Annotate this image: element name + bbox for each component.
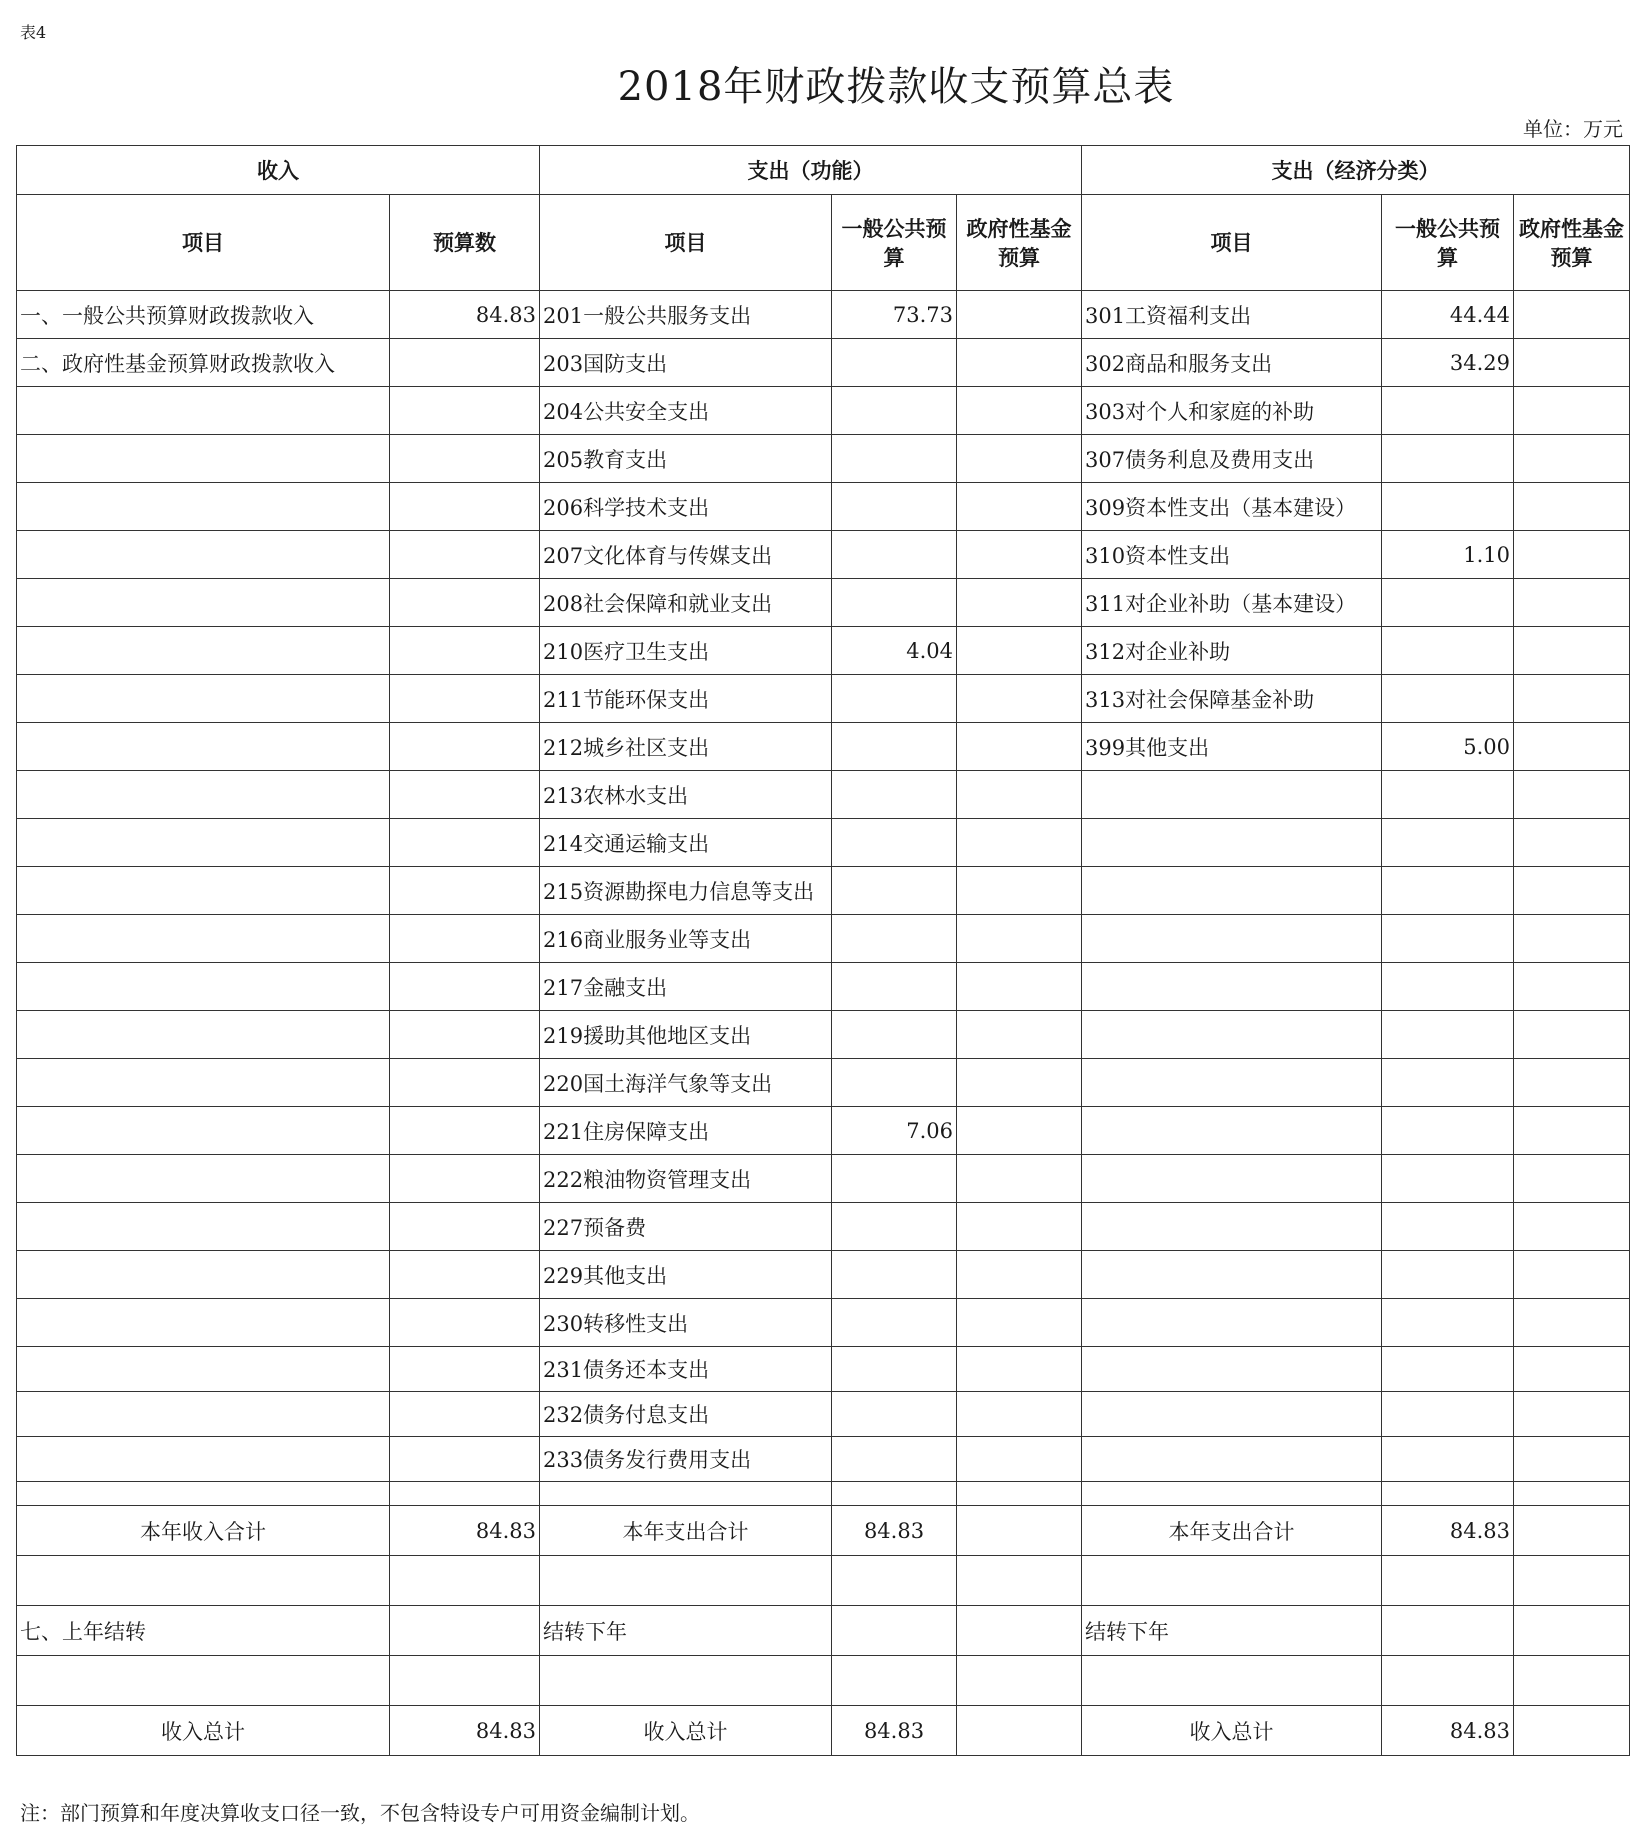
table-row [17, 1203, 1630, 1251]
func-item-cell: 215资源勘探电力信息等支出 [540, 867, 832, 915]
econ-general-cell [1382, 1155, 1514, 1203]
income-value-cell [390, 579, 540, 627]
income-value-cell [390, 819, 540, 867]
econ-fund-cell [1514, 339, 1630, 387]
empty-cell [957, 1556, 1082, 1606]
econ-item-cell [1082, 1392, 1382, 1437]
func-general-cell: 73.73 [832, 291, 957, 339]
econ-item-cell [1082, 1059, 1382, 1107]
page-title: 2018年财政拨款收支预算总表 [617, 64, 1175, 110]
func-general-cell [832, 771, 957, 819]
table-row [17, 963, 1630, 1011]
income-year-total-value: 84.83 [390, 1506, 540, 1556]
year-total-row [17, 1506, 1630, 1556]
empty-row [17, 1656, 1630, 1706]
func-item-cell: 220国土海洋气象等支出 [540, 1059, 832, 1107]
budget-summary-table [16, 145, 1630, 1756]
econ-fund-cell [1514, 915, 1630, 963]
econ-general-cell [1382, 1392, 1514, 1437]
income-value-cell [390, 1203, 540, 1251]
func-item-cell: 205教育支出 [540, 435, 832, 483]
econ-item-cell [1082, 819, 1382, 867]
table-row [17, 675, 1630, 723]
econ-item-cell [1082, 1251, 1382, 1299]
func-grand-total-value: 84.83 [832, 1706, 957, 1756]
income-item-cell [17, 483, 390, 531]
income-grand-total-value: 84.83 [390, 1706, 540, 1756]
header-row-columns [17, 195, 1630, 291]
func-fund-cell [957, 1107, 1082, 1155]
spacer-cell [1514, 1482, 1630, 1506]
income-item-cell [17, 531, 390, 579]
empty-row [17, 1556, 1630, 1606]
func-general-cell [832, 867, 957, 915]
income-value-cell [390, 1251, 540, 1299]
income-value-cell [390, 675, 540, 723]
income-item-cell [17, 867, 390, 915]
grand-total-row [17, 1706, 1630, 1756]
func-fund-cell [957, 531, 1082, 579]
table-row [17, 435, 1630, 483]
income-item-cell [17, 675, 390, 723]
empty-cell [1514, 1556, 1630, 1606]
func-item-cell: 210医疗卫生支出 [540, 627, 832, 675]
econ-general-cell: 5.00 [1382, 723, 1514, 771]
func-fund-cell [957, 1251, 1082, 1299]
func-fund-cell [957, 1437, 1082, 1482]
func-fund-cell [957, 483, 1082, 531]
econ-item-cell: 309资本性支出（基本建设） [1082, 483, 1382, 531]
econ-year-total-fund [1514, 1506, 1630, 1556]
func-fund-cell [957, 963, 1082, 1011]
func-item-cell: 201一般公共服务支出 [540, 291, 832, 339]
func-item-cell: 233债务发行费用支出 [540, 1437, 832, 1482]
table-row [17, 579, 1630, 627]
econ-item-cell [1082, 1155, 1382, 1203]
econ-year-total-label: 本年支出合计 [1082, 1506, 1382, 1556]
func-item-cell: 211节能环保支出 [540, 675, 832, 723]
econ-item-cell: 399其他支出 [1082, 723, 1382, 771]
econ-item-cell: 301工资福利支出 [1082, 291, 1382, 339]
econ-item-cell [1082, 1299, 1382, 1347]
spacer-cell [1382, 1482, 1514, 1506]
table-row [17, 1347, 1630, 1392]
table-row [17, 771, 1630, 819]
econ-item-cell [1082, 963, 1382, 1011]
spacer-cell [832, 1482, 957, 1506]
econ-general-cell [1382, 627, 1514, 675]
func-general-cell [832, 1299, 957, 1347]
table-row [17, 1011, 1630, 1059]
spacer-cell [390, 1482, 540, 1506]
income-value-cell [390, 1437, 540, 1482]
econ-item-cell [1082, 1437, 1382, 1482]
spacer-cell [957, 1482, 1082, 1506]
func-year-total-value: 84.83 [832, 1506, 957, 1556]
func-item-cell: 203国防支出 [540, 339, 832, 387]
func-fund-cell [957, 579, 1082, 627]
table-row [17, 1437, 1630, 1482]
econ-fund-cell [1514, 1059, 1630, 1107]
econ-item-cell [1082, 1107, 1382, 1155]
empty-cell [1382, 1556, 1514, 1606]
econ-general-cell [1382, 1437, 1514, 1482]
income-item-cell [17, 819, 390, 867]
income-value-cell [390, 771, 540, 819]
income-item-cell [17, 1203, 390, 1251]
header-income: 收入 [17, 146, 540, 195]
econ-fund-cell [1514, 1251, 1630, 1299]
func-general-cell [832, 579, 957, 627]
income-item-cell [17, 387, 390, 435]
econ-general-cell [1382, 867, 1514, 915]
income-value-cell [390, 723, 540, 771]
func-item-cell: 227预备费 [540, 1203, 832, 1251]
econ-carry-general [1382, 1606, 1514, 1656]
income-value-cell [390, 1392, 540, 1437]
econ-general-cell [1382, 963, 1514, 1011]
func-general-cell: 4.04 [832, 627, 957, 675]
func-general-cell [832, 1155, 957, 1203]
empty-cell [17, 1556, 390, 1606]
func-item-cell: 212城乡社区支出 [540, 723, 832, 771]
func-general-cell [832, 963, 957, 1011]
func-carry-label: 结转下年 [540, 1606, 832, 1656]
econ-item-cell [1082, 915, 1382, 963]
income-value-cell [390, 1059, 540, 1107]
econ-fund-cell [1514, 1107, 1630, 1155]
func-fund-cell [957, 1155, 1082, 1203]
header-func-general: 一般公共预算 [832, 195, 957, 291]
func-fund-cell [957, 339, 1082, 387]
econ-fund-cell [1514, 1203, 1630, 1251]
income-item-cell [17, 915, 390, 963]
econ-item-cell: 313对社会保障基金补助 [1082, 675, 1382, 723]
econ-fund-cell [1514, 819, 1630, 867]
func-item-cell: 221住房保障支出 [540, 1107, 832, 1155]
table-row [17, 819, 1630, 867]
econ-fund-cell [1514, 1011, 1630, 1059]
func-carry-fund [957, 1606, 1082, 1656]
func-fund-cell [957, 1347, 1082, 1392]
empty-cell [540, 1656, 832, 1706]
econ-fund-cell [1514, 723, 1630, 771]
econ-item-cell: 302商品和服务支出 [1082, 339, 1382, 387]
econ-fund-cell [1514, 387, 1630, 435]
econ-general-cell [1382, 483, 1514, 531]
empty-cell [390, 1556, 540, 1606]
header-func-item: 项目 [540, 195, 832, 291]
table-row [17, 1251, 1630, 1299]
func-item-cell: 214交通运输支出 [540, 819, 832, 867]
empty-cell [1082, 1556, 1382, 1606]
header-econ-fund: 政府性基金预算 [1514, 195, 1630, 291]
header-row-groups [17, 146, 1630, 195]
func-fund-cell [957, 435, 1082, 483]
func-fund-cell [957, 723, 1082, 771]
header-expense-economic: 支出（经济分类） [1082, 146, 1630, 195]
income-value-cell [390, 387, 540, 435]
func-item-cell: 207文化体育与传媒支出 [540, 531, 832, 579]
income-value-cell [390, 627, 540, 675]
econ-general-cell [1382, 435, 1514, 483]
func-general-cell [832, 915, 957, 963]
income-value-cell [390, 1299, 540, 1347]
empty-cell [1082, 1656, 1382, 1706]
func-fund-cell [957, 1203, 1082, 1251]
econ-grand-total-fund [1514, 1706, 1630, 1756]
func-item-cell: 229其他支出 [540, 1251, 832, 1299]
econ-fund-cell [1514, 867, 1630, 915]
table-number-label: 表4 [20, 23, 47, 42]
income-item-cell [17, 1392, 390, 1437]
econ-fund-cell [1514, 291, 1630, 339]
spacer-cell [17, 1482, 390, 1506]
func-item-cell: 208社会保障和就业支出 [540, 579, 832, 627]
func-item-cell: 216商业服务业等支出 [540, 915, 832, 963]
func-general-cell [832, 531, 957, 579]
econ-general-cell [1382, 1203, 1514, 1251]
income-item-cell [17, 1299, 390, 1347]
econ-fund-cell [1514, 579, 1630, 627]
income-item-cell [17, 1347, 390, 1392]
func-fund-cell [957, 867, 1082, 915]
econ-fund-cell [1514, 1155, 1630, 1203]
econ-fund-cell [1514, 435, 1630, 483]
empty-cell [390, 1656, 540, 1706]
table-row [17, 483, 1630, 531]
func-general-cell [832, 1437, 957, 1482]
func-general-cell [832, 1251, 957, 1299]
income-item-cell [17, 1155, 390, 1203]
func-year-total-fund [957, 1506, 1082, 1556]
econ-fund-cell [1514, 1299, 1630, 1347]
func-general-cell [832, 435, 957, 483]
income-year-total-label: 本年收入合计 [17, 1506, 390, 1556]
func-item-cell: 213农林水支出 [540, 771, 832, 819]
income-grand-total-label: 收入总计 [17, 1706, 390, 1756]
empty-cell [832, 1656, 957, 1706]
income-value-cell: 84.83 [390, 291, 540, 339]
table-row [17, 387, 1630, 435]
income-carry-value [390, 1606, 540, 1656]
income-value-cell [390, 1107, 540, 1155]
econ-item-cell [1082, 1203, 1382, 1251]
income-item-cell [17, 723, 390, 771]
header-income-item: 项目 [17, 195, 390, 291]
empty-cell [957, 1656, 1082, 1706]
econ-fund-cell [1514, 1437, 1630, 1482]
econ-general-cell [1382, 387, 1514, 435]
func-general-cell [832, 1059, 957, 1107]
func-grand-total-label: 收入总计 [540, 1706, 832, 1756]
econ-item-cell: 312对企业补助 [1082, 627, 1382, 675]
income-item-cell [17, 1107, 390, 1155]
header-econ-general: 一般公共预算 [1382, 195, 1514, 291]
econ-general-cell [1382, 1059, 1514, 1107]
econ-fund-cell [1514, 963, 1630, 1011]
econ-general-cell [1382, 1107, 1514, 1155]
econ-general-cell [1382, 819, 1514, 867]
income-value-cell [390, 435, 540, 483]
table-row [17, 867, 1630, 915]
income-value-cell [390, 867, 540, 915]
income-item-cell [17, 963, 390, 1011]
econ-general-cell [1382, 675, 1514, 723]
income-item-cell [17, 1059, 390, 1107]
table-row [17, 1392, 1630, 1437]
carry-over-row [17, 1606, 1630, 1656]
func-item-cell: 222粮油物资管理支出 [540, 1155, 832, 1203]
func-item-cell: 231债务还本支出 [540, 1347, 832, 1392]
func-fund-cell [957, 819, 1082, 867]
table-row [17, 723, 1630, 771]
func-general-cell [832, 1347, 957, 1392]
income-item-cell [17, 1251, 390, 1299]
func-year-total-label: 本年支出合计 [540, 1506, 832, 1556]
header-econ-item: 项目 [1082, 195, 1382, 291]
income-value-cell [390, 1347, 540, 1392]
econ-general-cell [1382, 1347, 1514, 1392]
econ-general-cell [1382, 771, 1514, 819]
table-row [17, 1059, 1630, 1107]
income-item-cell [17, 771, 390, 819]
econ-item-cell [1082, 1011, 1382, 1059]
spacer-row [17, 1482, 1630, 1506]
econ-item-cell [1082, 867, 1382, 915]
income-value-cell [390, 339, 540, 387]
empty-cell [832, 1556, 957, 1606]
econ-fund-cell [1514, 483, 1630, 531]
econ-carry-label: 结转下年 [1082, 1606, 1382, 1656]
econ-general-cell: 44.44 [1382, 291, 1514, 339]
func-item-cell: 217金融支出 [540, 963, 832, 1011]
income-item-cell [17, 1011, 390, 1059]
econ-fund-cell [1514, 531, 1630, 579]
func-fund-cell [957, 675, 1082, 723]
econ-item-cell: 310资本性支出 [1082, 531, 1382, 579]
func-fund-cell [957, 915, 1082, 963]
econ-general-cell [1382, 579, 1514, 627]
econ-general-cell [1382, 1251, 1514, 1299]
econ-item-cell [1082, 1347, 1382, 1392]
func-fund-cell [957, 771, 1082, 819]
spacer-cell [540, 1482, 832, 1506]
econ-item-cell: 311对企业补助（基本建设） [1082, 579, 1382, 627]
func-general-cell [832, 1392, 957, 1437]
empty-cell [1514, 1656, 1630, 1706]
func-general-cell [832, 723, 957, 771]
func-carry-general [832, 1606, 957, 1656]
econ-general-cell: 34.29 [1382, 339, 1514, 387]
table-row [17, 627, 1630, 675]
footnote: 注：部门预算和年度决算收支口径一致，不包含特设专户可用资金编制计划。 [20, 1801, 700, 1825]
func-general-cell [832, 483, 957, 531]
func-fund-cell [957, 291, 1082, 339]
func-general-cell [832, 1203, 957, 1251]
header-expense-function: 支出（功能） [540, 146, 1082, 195]
econ-general-cell: 1.10 [1382, 531, 1514, 579]
table-row [17, 291, 1630, 339]
econ-fund-cell [1514, 1392, 1630, 1437]
table-row [17, 339, 1630, 387]
econ-general-cell [1382, 1299, 1514, 1347]
func-fund-cell [957, 1392, 1082, 1437]
func-general-cell: 7.06 [832, 1107, 957, 1155]
income-value-cell [390, 483, 540, 531]
func-item-cell: 230转移性支出 [540, 1299, 832, 1347]
income-item-cell: 一、一般公共预算财政拨款收入 [17, 291, 390, 339]
func-fund-cell [957, 1299, 1082, 1347]
func-item-cell: 219援助其他地区支出 [540, 1011, 832, 1059]
header-func-fund: 政府性基金预算 [957, 195, 1082, 291]
func-fund-cell [957, 627, 1082, 675]
income-value-cell [390, 1155, 540, 1203]
table-row [17, 531, 1630, 579]
table-row [17, 1155, 1630, 1203]
econ-general-cell [1382, 915, 1514, 963]
empty-cell [1382, 1656, 1514, 1706]
income-item-cell [17, 579, 390, 627]
unit-label: 单位：万元 [1523, 117, 1623, 141]
func-general-cell [832, 339, 957, 387]
econ-year-total-value: 84.83 [1382, 1506, 1514, 1556]
func-general-cell [832, 387, 957, 435]
income-carry-label: 七、上年结转 [17, 1606, 390, 1656]
empty-cell [540, 1556, 832, 1606]
func-fund-cell [957, 387, 1082, 435]
income-item-cell: 二、政府性基金预算财政拨款收入 [17, 339, 390, 387]
econ-fund-cell [1514, 1347, 1630, 1392]
income-value-cell [390, 531, 540, 579]
income-value-cell [390, 915, 540, 963]
func-general-cell [832, 675, 957, 723]
econ-item-cell: 307债务利息及费用支出 [1082, 435, 1382, 483]
econ-grand-total-value: 84.83 [1382, 1706, 1514, 1756]
func-fund-cell [957, 1011, 1082, 1059]
spacer-cell [1082, 1482, 1382, 1506]
func-fund-cell [957, 1059, 1082, 1107]
econ-fund-cell [1514, 771, 1630, 819]
econ-item-cell [1082, 771, 1382, 819]
table-row [17, 1107, 1630, 1155]
func-item-cell: 232债务付息支出 [540, 1392, 832, 1437]
income-item-cell [17, 435, 390, 483]
table-row [17, 1299, 1630, 1347]
empty-cell [17, 1656, 390, 1706]
header-income-budget: 预算数 [390, 195, 540, 291]
econ-general-cell [1382, 1011, 1514, 1059]
income-value-cell [390, 1011, 540, 1059]
econ-fund-cell [1514, 675, 1630, 723]
func-item-cell: 206科学技术支出 [540, 483, 832, 531]
func-grand-total-fund [957, 1706, 1082, 1756]
econ-carry-fund [1514, 1606, 1630, 1656]
econ-item-cell: 303对个人和家庭的补助 [1082, 387, 1382, 435]
econ-fund-cell [1514, 627, 1630, 675]
table-row [17, 915, 1630, 963]
func-general-cell [832, 1011, 957, 1059]
income-item-cell [17, 627, 390, 675]
func-general-cell [832, 819, 957, 867]
income-item-cell [17, 1437, 390, 1482]
econ-grand-total-label: 收入总计 [1082, 1706, 1382, 1756]
income-value-cell [390, 963, 540, 1011]
func-item-cell: 204公共安全支出 [540, 387, 832, 435]
